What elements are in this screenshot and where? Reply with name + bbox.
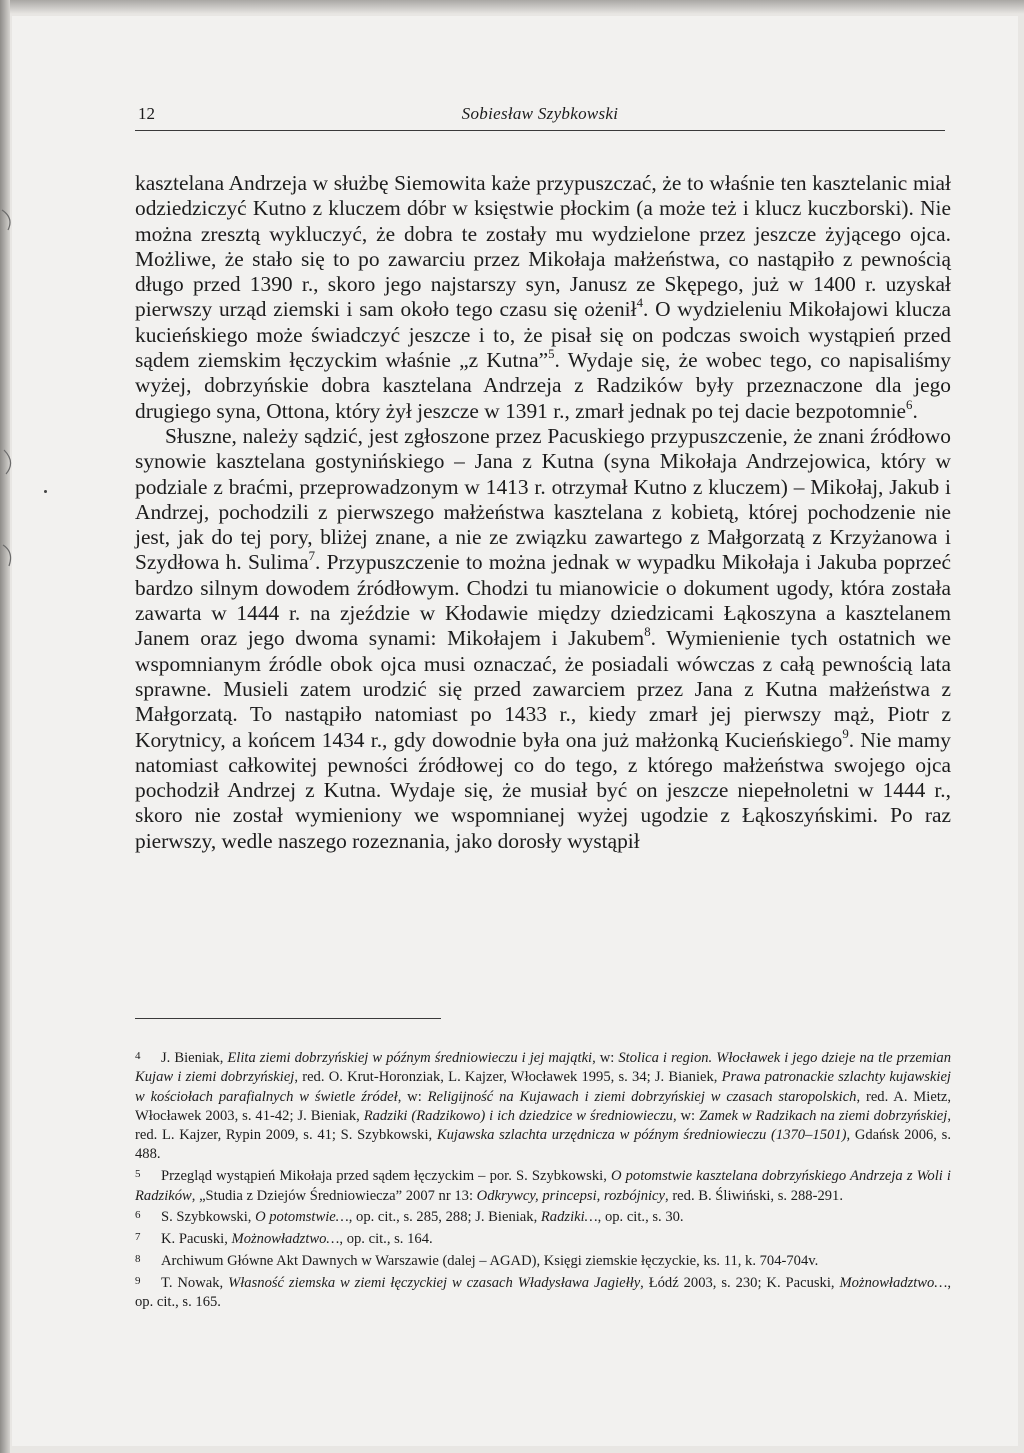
footnote	[135, 1165, 951, 1206]
footnote-marker[interactable]: 8	[644, 625, 651, 640]
citation-title: O potomstwie kasztelana dobrzyńskiego Andrzeja z Woli i Radzików	[135, 1168, 951, 1204]
text-run: . Przypuszczenie to można jednak w wypadku Mikołaja i Jakuba poprzeć bardzo silnym dowodem źródłowym. Chodzi tu mianowicie o dokument ugody, która została zawarta w 1444 r. na zjeździe w Kłodawie między dziedzicami Łąkoszyna a kasztelanem Janem oraz jego dwoma synami: Mikołajem i Jakubem	[135, 550, 951, 651]
footnote-text: , red. O. Krut-Horonziak, L. Kajzer, Włocławek 1995, s. 34; J. Bianiek,	[294, 1069, 722, 1086]
text-run: kasztelana Andrzeja w służbę Siemowita każe przypuszczać, że to właśnie ten kasztelanic miał odziedziczyć Kutno z kluczem dóbr w księstwie płockim (a może też i klucz kuczborski). Nie można zresztą wykluczyć, że dobra te zostały mu wydzielone przez jeszcze żyjącego ojca. Możliwe, że stało się to po zawarciu przez Mikołaja małżeństwa, co nastąpiło z pewnością długo przed 1390 r., skoro jego najstarszy syn, Janusz ze Skępego, już w 1400 r. uzyskał pierwszy urząd ziemski i sam około tego czasu się ożenił	[135, 171, 951, 322]
footnote-number: 6	[135, 1209, 141, 1222]
footnote-number: 7	[135, 1231, 141, 1244]
footnote	[135, 1206, 951, 1227]
citation-title: Możnowładztwo…	[231, 1231, 340, 1248]
text-run: . Nie mamy natomiast całkowitej pewności źródłowej co do tego, z którego małżeństwa swojego ojca pochodził Andrzej z Kutna. Wydaje się, że musiał być on jeszcze niepełnoletni w 1444 r., skoro nie został wymieniony we wspomnianej wyżej ugodzie z Łąkoszyńskimi. Po raz pierwszy, wedle naszego rozeznania, jako dorosły wystąpił	[135, 727, 951, 853]
footnote-text: , op. cit., s. 285, 288; J. Bieniak,	[348, 1209, 541, 1226]
citation-title: Elita ziemi dobrzyńskiej w późnym średniowieczu i jej majątki	[227, 1050, 593, 1066]
citation-title: Prawa patronackie szlachty kujawskiej w kościołach parafialnych w świetle źródeł	[135, 1069, 951, 1105]
footnote-rule	[135, 1018, 441, 1019]
footnote-text: J. Bieniak,	[161, 1050, 228, 1066]
footnote-text: , w:	[672, 1107, 700, 1124]
footnote-text: T. Nowak,	[161, 1274, 229, 1291]
running-head: Sobiesław Szybkowski	[461, 104, 619, 123]
footnote-text: , red. L. Kajzer, Rypin 2009, s. 41; S. Szybkowski,	[135, 1107, 951, 1144]
footnote-text: , Łódź 2003, s. 230; K. Pacuski,	[640, 1274, 840, 1291]
page-number: 12	[138, 104, 155, 123]
footnote	[135, 1228, 951, 1249]
text-run: .	[912, 398, 918, 423]
body-paragraph	[135, 424, 951, 854]
footnote-marker[interactable]: 6	[906, 397, 913, 412]
text-run: Słuszne, należy sądzić, jest zgłoszone przez Pacuskiego przypuszczenie, że znani źródłowo synowie kasztelana gostynińskiego – Jana z Kutna (syna Mikołaja Andrzejowica, który w podziale z braćmi, przeprowadzonym w 1413 r. otrzymał Kutno z kluczem) – Mikołaj, Jakub i Andrzej, pochodzili z pierwszego małżeństwa kasztelana z kobietą, której pochodzenie nie jest, jak do tej pory, bliżej znane, a nie ze związku zawartego z Małgorzatą z Krzyżanowa i Szydłowa h. Sulima	[135, 423, 951, 575]
footnote-text: , red. A. Mietz, Włocławek 2003, s. 41-42; J. Bieniak,	[135, 1088, 951, 1124]
body-text	[135, 171, 951, 854]
citation-title: Zamek w Radzikach na ziemi dobrzyńskiej	[699, 1107, 948, 1124]
text-run: . Wymienienie tych ostatnich we wspomnianym źródle obok ojca musi oznaczać, że posiadali wówczas z całą pewnością lata sprawne. Musieli zatem urodzić się przed zawarciem przez Jana z Kutna małżeństwa z Małgorzatą. To nastąpiło natomiast po 1433 r., kiedy zmarł jej pierwszy mąż, Piotr z Korytnicy, a końcem 1434 r., gdy dowodnie była ona już małżonką Kucieńskiego	[135, 626, 951, 752]
text-run: . Wydaje się, że wobec tego, co napisaliśmy wyżej, dobrzyńskie dobra kasztelana Andrzeja z Radzików były przeznaczone dla jego drugiego syna, Ottona, który żył jeszcze w 1391 r., zmarł jednak po tej dacie bezpotomnie	[135, 348, 952, 423]
footnote-text: , Gdańsk 2006, s. 488.	[135, 1127, 951, 1163]
margin-dot	[44, 490, 47, 493]
footnote-text: K. Pacuski,	[161, 1231, 232, 1248]
footnote-marker[interactable]: 4	[636, 296, 643, 311]
footnote-text: , w:	[397, 1088, 428, 1105]
footnote-marker[interactable]: 7	[308, 549, 315, 564]
footnote-text: , op. cit., s. 164.	[339, 1231, 433, 1248]
citation-title: Możnowładztwo…	[839, 1274, 948, 1291]
body-paragraph	[135, 171, 951, 424]
footnote-text: Przegląd wystąpień Mikołaja przed sądem łęczyckim – por. S. Szybkowski,	[161, 1168, 611, 1185]
footnote-text: , red. B. Śliwiński, s. 288-291.	[665, 1187, 843, 1204]
citation-title: Stolica i region. Włocławek i jego dzieje na tle przemian Kujaw i ziemi dobrzyńskiej	[135, 1050, 951, 1086]
text-run: . O wydzieleniu Mikołajowi klucza kucieńskiego może świadczyć jeszcze i to, że pisał się on podczas swoich wystąpień przed sądem ziemskim łęczyckim właśnie „z Kutna”	[135, 297, 951, 373]
footnote	[135, 1272, 951, 1313]
citation-title: Kujawska szlachta urzędnicza w późnym średniowieczu (1370–1501)	[436, 1127, 847, 1144]
footnote-number: 8	[135, 1252, 141, 1265]
citation-title: Radziki…	[540, 1209, 598, 1226]
footnote-text: , w:	[592, 1050, 619, 1066]
citation-title: Odkrywcy, princepsi, rozbójnicy	[476, 1187, 666, 1204]
margin-scribble	[0, 200, 30, 580]
footnote-number: 5	[135, 1168, 141, 1181]
footnote	[135, 1047, 951, 1165]
citation-title: O potomstwie…	[255, 1209, 349, 1226]
footnote	[135, 1250, 951, 1271]
page-header	[135, 100, 945, 131]
footnote-text: S. Szybkowski,	[161, 1209, 256, 1226]
footnote-number: 4	[135, 1050, 141, 1062]
footnote-text: , op. cit., s. 165.	[135, 1274, 951, 1311]
scan-edge-top	[0, 0, 1024, 14]
citation-title: Religijność na Kujawach i ziemi dobrzyńskiej w czasach staropolskich	[427, 1088, 857, 1105]
footnote-text: , op. cit., s. 30.	[597, 1209, 684, 1226]
footnote-marker[interactable]: 5	[548, 347, 555, 362]
footnote-marker[interactable]: 9	[842, 726, 849, 741]
footnotes	[135, 1047, 951, 1313]
footnote-number: 9	[135, 1274, 141, 1287]
citation-title: Własność ziemska w ziemi łęczyckiej w czasach Władysława Jagiełły	[228, 1274, 641, 1291]
citation-title: Radziki (Radzikowo) i ich dziedzice w średniowieczu	[363, 1107, 673, 1124]
footnote-text: Archiwum Główne Akt Dawnych w Warszawie (dalej – AGAD), Księgi ziemskie łęczyckie, ks. 11, k. 704-704v.	[161, 1252, 819, 1269]
footnote-text: , „Studia z Dziejów Średniowiecza” 2007 nr 13:	[191, 1187, 477, 1204]
